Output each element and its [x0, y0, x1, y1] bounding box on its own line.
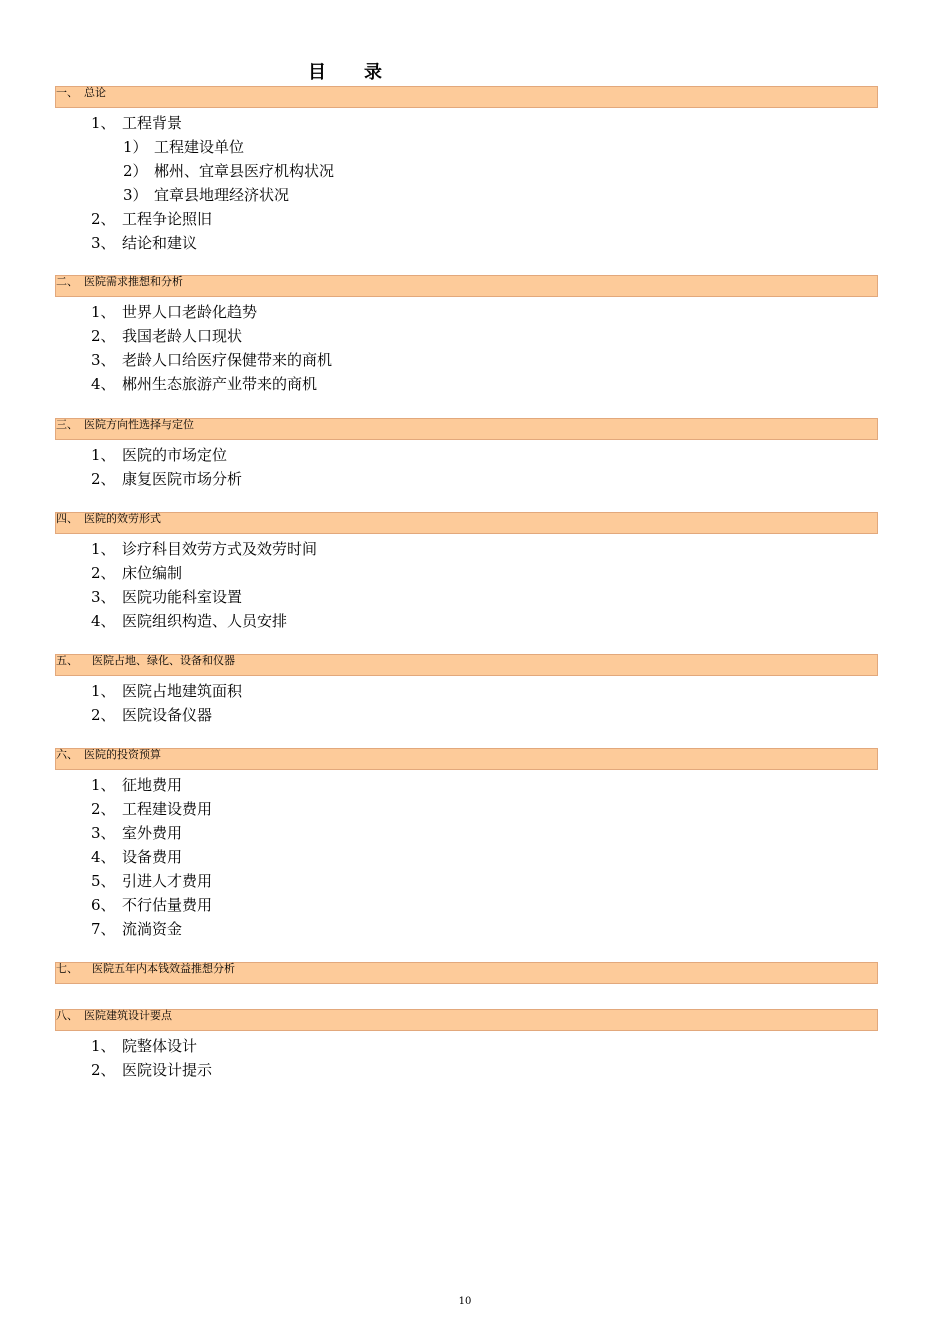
toc-item-text: 征地费用 [122, 776, 183, 794]
toc-item-number: 4、 [91, 375, 116, 393]
section-number: 一、 [56, 86, 78, 99]
toc-item-number: 4、 [91, 848, 116, 866]
toc-item-text: 宜章县地理经济状况 [154, 186, 290, 204]
section-header [55, 512, 878, 534]
toc-item-text: 设备费用 [122, 848, 183, 866]
toc-item-text: 郴州、宜章县医疗机构状况 [154, 162, 335, 180]
toc-item-text: 医院的市场定位 [122, 446, 228, 464]
toc-item-text: 不行估量费用 [122, 896, 213, 914]
toc-title-char-1: 目 [308, 62, 326, 83]
section-title: 医院的投资预算 [84, 748, 161, 761]
toc-item-text: 康复医院市场分析 [122, 470, 243, 488]
toc-item-text: 工程背景 [122, 114, 183, 132]
toc-item-text: 世界人口老龄化趋势 [122, 303, 258, 321]
toc-item-number: 1、 [91, 682, 116, 700]
toc-item-number: 3） [123, 186, 148, 204]
toc-item-number: 2、 [91, 210, 116, 228]
toc-item-number: 1、 [91, 1037, 116, 1055]
toc-item-text: 医院设备仪器 [122, 706, 213, 724]
toc-item-number: 1、 [91, 303, 116, 321]
section-header [55, 748, 878, 770]
toc-item-text: 结论和建议 [122, 234, 198, 252]
toc-item-number: 2、 [91, 706, 116, 724]
toc-title [308, 58, 382, 84]
section-number: 五、 [56, 654, 78, 667]
section-number: 二、 [56, 275, 78, 288]
section-number: 四、 [56, 512, 78, 525]
toc-item-number: 1、 [91, 776, 116, 794]
section-title: 医院建筑设计要点 [84, 1009, 172, 1022]
toc-item-number: 4、 [91, 612, 116, 630]
toc-item-number: 1、 [91, 114, 116, 132]
section-number: 八、 [56, 1009, 78, 1022]
toc-item-text: 工程争论照旧 [122, 210, 213, 228]
section-number: 七、 [56, 962, 78, 975]
section-title: 医院的效劳形式 [84, 512, 161, 525]
section-title: 医院五年内本钱效益推想分析 [92, 962, 235, 975]
toc-item-number: 1、 [91, 540, 116, 558]
toc-item-text: 医院占地建筑面积 [122, 682, 243, 700]
toc-item-number: 1） [123, 138, 148, 156]
toc-item-text: 工程建设费用 [122, 800, 213, 818]
toc-item-text: 郴州生态旅游产业带来的商机 [122, 375, 318, 393]
toc-item-number: 3、 [91, 351, 116, 369]
section-number: 三、 [56, 418, 78, 431]
toc-item-text: 室外费用 [122, 824, 183, 842]
toc-item-text: 流淌资金 [122, 920, 183, 938]
toc-item-number: 7、 [91, 920, 116, 938]
toc-item-number: 2、 [91, 564, 116, 582]
toc-item-number: 2） [123, 162, 148, 180]
toc-item-number: 2、 [91, 1061, 116, 1079]
toc-item-number: 3、 [91, 588, 116, 606]
section-header [55, 654, 878, 676]
toc-item-text: 院整体设计 [122, 1037, 198, 1055]
section-header [55, 86, 878, 108]
toc-item-text: 诊疗科目效劳方式及效劳时间 [122, 540, 318, 558]
section-title: 总论 [84, 86, 106, 99]
page-number: 10 [458, 1296, 472, 1307]
section-header [55, 418, 878, 440]
toc-item-number: 3、 [91, 824, 116, 842]
toc-item-number: 6、 [91, 896, 116, 914]
section-title: 医院占地、绿化、设备和仪器 [92, 654, 235, 667]
toc-item-text: 床位编制 [122, 564, 183, 582]
toc-item-number: 3、 [91, 234, 116, 252]
toc-item-number: 2、 [91, 327, 116, 345]
toc-item-text: 医院设计提示 [122, 1061, 213, 1079]
section-title: 医院需求推想和分析 [84, 275, 183, 288]
section-number: 六、 [56, 748, 78, 761]
toc-item-text: 引进人才费用 [122, 872, 213, 890]
toc-item-text: 医院组织构造、人员安排 [122, 612, 288, 630]
toc-title-char-2: 录 [364, 62, 382, 83]
toc-item-number: 5、 [91, 872, 116, 890]
section-header [55, 275, 878, 297]
section-header [55, 962, 878, 984]
toc-item-number: 1、 [91, 446, 116, 464]
toc-item-text: 医院功能科室设置 [122, 588, 243, 606]
toc-item-text: 我国老龄人口现状 [122, 327, 243, 345]
toc-item-number: 2、 [91, 470, 116, 488]
section-title: 医院方向性选择与定位 [84, 418, 194, 431]
section-header [55, 1009, 878, 1031]
toc-item-number: 2、 [91, 800, 116, 818]
toc-item-text: 工程建设单位 [154, 138, 245, 156]
toc-item-text: 老龄人口给医疗保健带来的商机 [122, 351, 333, 369]
